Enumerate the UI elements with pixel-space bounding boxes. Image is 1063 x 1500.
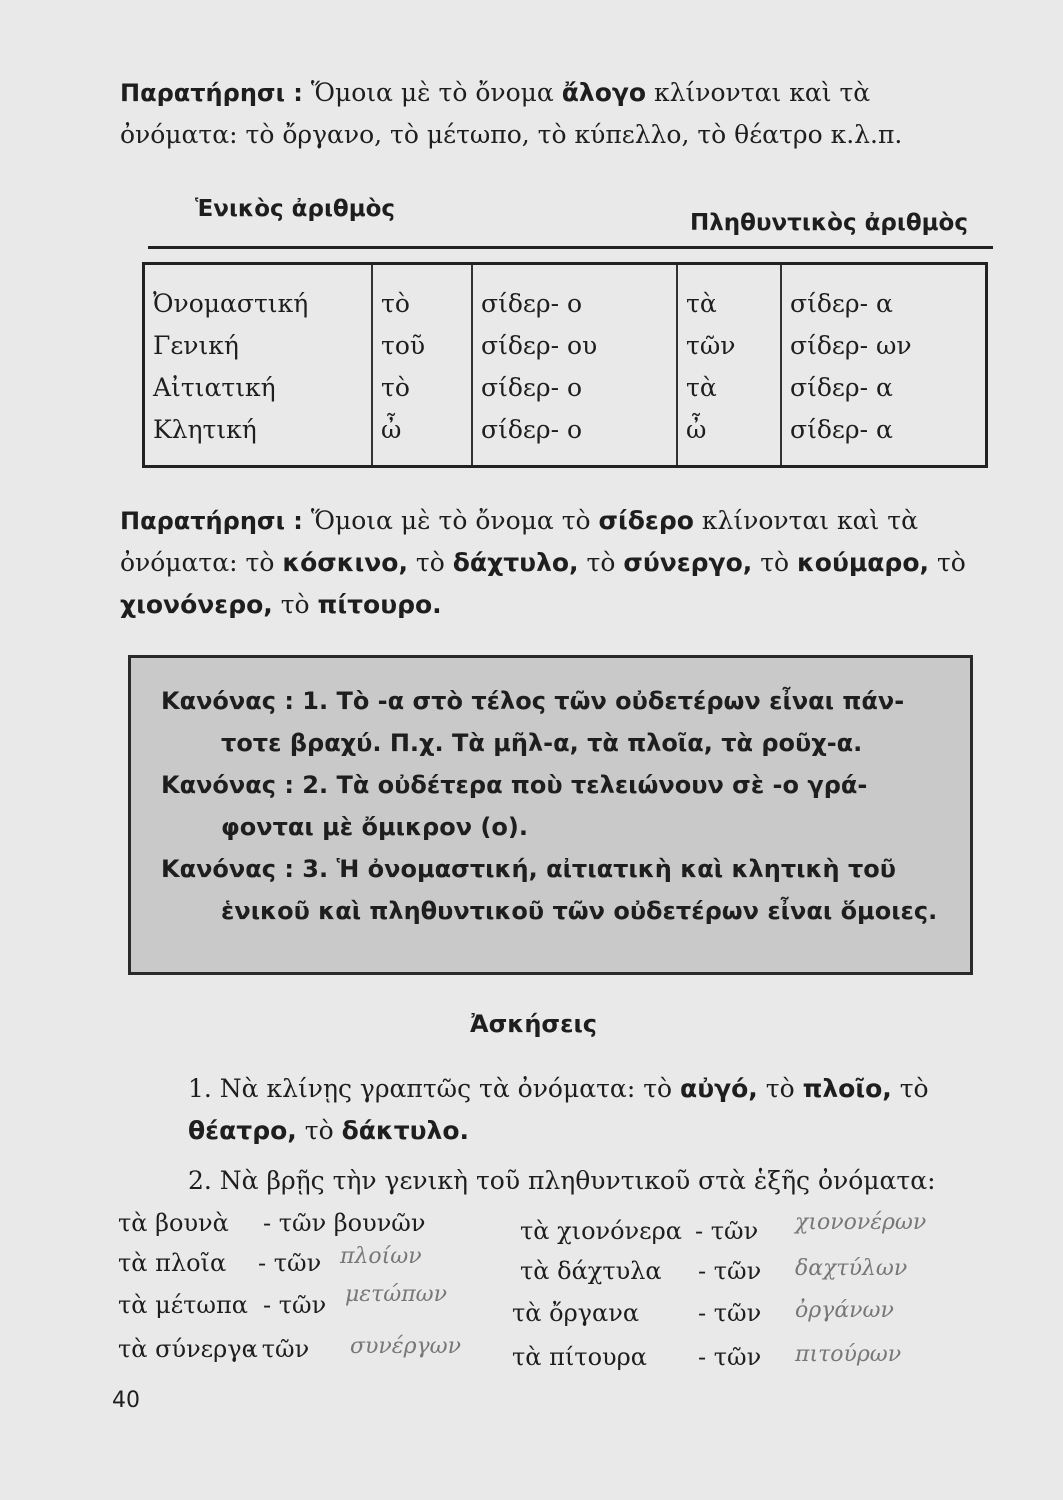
list-item: [520, 1216, 759, 1246]
singular-header: Ἑνικὸς ἀριθμὸς: [195, 196, 396, 222]
list-item: [118, 1248, 322, 1278]
rule-text: ἑνικοῦ καὶ πληθυντικοῦ τῶν οὐδετέρων εἶναι ὅμοιες.: [221, 897, 938, 925]
table-cell: σίδερ- ο: [481, 373, 583, 402]
table-cell: σίδερ- α: [790, 415, 893, 444]
noun-word: τὰ ὄργανα: [512, 1299, 640, 1327]
table-cell: Κλητική: [153, 415, 257, 444]
exercise-text: τὸ: [296, 1116, 342, 1145]
rules-box: [128, 655, 973, 975]
list-item: [520, 1256, 762, 1286]
handwritten-answer: μετώπων: [345, 1282, 447, 1307]
plural-form-column: [782, 265, 985, 465]
table-cell: τοῦ: [381, 331, 426, 360]
table-cell: σίδερ- ων: [790, 331, 912, 360]
noun-word: τὰ πίτουρα: [512, 1343, 647, 1371]
rule-label: Κανόνας : 2.: [161, 771, 329, 799]
rule-text: Τὸ -α στὸ τέλος τῶν οὐδετέρων εἶναι πάν-: [336, 687, 905, 715]
declension-table: [142, 262, 988, 468]
note-text: κλίνονται καὶ τὰ ὀνόματα: τὸ: [120, 506, 919, 577]
exercise-2-intro: 2. Νὰ βρῇς τὴν γενικὴ τοῦ πληθυντικοῦ στὰ ἑξῆς ὀνόματα:: [188, 1166, 936, 1195]
plural-header: Πληθυντικὸς ἀριθμὸς: [690, 210, 968, 236]
exercise-text: 1. Νὰ κλίνῃς γραπτῶς τὰ ὀνόματα: τὸ: [188, 1074, 681, 1103]
note-text: κλίνονται καὶ τὰ ὀνόματα: τὸ ὄργανο, τὸ μέτωπο, τὸ κύπελλο, τὸ θέατρο κ.λ.π.: [120, 78, 903, 149]
noun-word: τὰ πλοῖα: [118, 1249, 227, 1277]
list-item: [118, 1290, 327, 1320]
list-item: [118, 1208, 426, 1238]
plural-article-column: [678, 265, 782, 465]
table-cell: σίδερ- ου: [481, 331, 598, 360]
genitive-prefix: - τῶν: [698, 1343, 762, 1371]
rule-text: Ἡ ὀνομαστική, αἰτιατικὴ καὶ κλητικὴ τοῦ: [336, 855, 896, 883]
table-cell: σίδερ- ο: [481, 289, 583, 318]
table-cell: Γενική: [153, 331, 239, 360]
rule-text: τοτε βραχύ. Π.χ. Τὰ μῆλ-α, τὰ πλοῖα, τὰ ροῦχ-α.: [221, 729, 863, 757]
noun-word: τὰ χιονόνερα: [520, 1217, 682, 1245]
table-cell: σίδερ- ο: [481, 415, 583, 444]
exercise-bold-word: δάκτυλο.: [341, 1116, 470, 1145]
note-text: Ὅμοια μὲ τὸ ὄνομα: [302, 78, 562, 107]
noun-word: τὰ σύνεργα: [118, 1335, 258, 1363]
exercise-text: τὸ: [757, 1074, 803, 1103]
note-text: τὸ: [752, 548, 798, 577]
header-divider: [148, 246, 993, 249]
singular-form-column: [473, 265, 678, 465]
handwritten-answer: ὀργάνων: [795, 1298, 894, 1323]
table-cell: τὰ: [686, 289, 717, 318]
genitive-prefix: - τῶν: [258, 1249, 322, 1277]
note-bold-word: δάχτυλο,: [452, 548, 579, 577]
page-number: 40: [112, 1388, 140, 1413]
exercise-1: [120, 1068, 980, 1152]
genitive-prefix: - τῶν: [698, 1299, 762, 1327]
noun-word: τὰ μέτωπα: [118, 1291, 248, 1319]
rule-label: Κανόνας : 1.: [161, 687, 329, 715]
note-bold-word: κούμαρο,: [797, 548, 929, 577]
note-text: τὸ: [272, 590, 318, 619]
table-cell: Ὀνομαστική: [153, 289, 309, 318]
note-bold-word: ἄλογο: [561, 78, 647, 107]
note-paragraph-1: [120, 72, 990, 156]
noun-word: τὰ δάχτυλα: [520, 1257, 662, 1285]
table-cell: ὦ: [381, 415, 402, 444]
exercise-text: τὸ: [891, 1074, 929, 1103]
note-text: τὸ: [407, 548, 453, 577]
noun-word: τὰ βουνὰ: [118, 1209, 229, 1237]
genitive-answer: - τῶν βουνῶν: [263, 1209, 426, 1237]
table-cell: τὸ: [381, 289, 410, 318]
handwritten-answer: δαχτύλων: [795, 1256, 908, 1281]
exercise-bold-word: πλοῖο,: [802, 1074, 892, 1103]
table-cell: τὰ: [686, 373, 717, 402]
singular-article-column: [373, 265, 473, 465]
rule-1: [161, 680, 952, 764]
table-cell: τῶν: [686, 331, 736, 360]
list-item: [512, 1342, 762, 1372]
note-text: Ὅμοια μὲ τὸ ὄνομα τὸ: [302, 506, 599, 535]
exercise-bold-word: θέατρο,: [188, 1116, 297, 1145]
table-cell: ὦ: [686, 415, 707, 444]
table-cell: σίδερ- α: [790, 289, 893, 318]
note-bold-word: κόσκινο,: [282, 548, 408, 577]
list-item: [512, 1298, 762, 1328]
note-paragraph-2: [120, 500, 980, 626]
note-bold-word: σίδερο: [598, 506, 694, 535]
note-text: τὸ: [929, 548, 966, 577]
genitive-prefix: - τῶν: [695, 1217, 759, 1245]
handwritten-answer: χιονονέρων: [795, 1210, 927, 1235]
note-bold-word: πίτουρο.: [317, 590, 442, 619]
note-text: τὸ: [578, 548, 624, 577]
rule-text: φονται μὲ ὄμικρον (ο).: [221, 813, 528, 841]
exercise-bold-word: αὐγό,: [680, 1074, 758, 1103]
table-cell: σίδερ- α: [790, 373, 893, 402]
rule-2: [161, 764, 952, 848]
exercises-title: Ἀσκήσεις: [470, 1010, 598, 1038]
list-item: [118, 1334, 310, 1364]
note-bold-word: σύνεργο,: [623, 548, 753, 577]
note-lead: Παρατήρησι :: [120, 79, 303, 107]
table-cell: Αἰτιατική: [153, 373, 276, 402]
handwritten-answer: πιτούρων: [795, 1342, 902, 1367]
genitive-prefix: - τῶν: [698, 1257, 762, 1285]
genitive-prefix: - τῶν: [263, 1291, 327, 1319]
note-bold-word: χιονόνερο,: [120, 590, 273, 619]
genitive-prefix: - τῶν: [246, 1335, 310, 1363]
handwritten-answer: συνέργων: [350, 1334, 461, 1359]
rule-label: Κανόνας : 3.: [161, 855, 329, 883]
table-cell: τὸ: [381, 373, 410, 402]
case-column: [145, 265, 373, 465]
rule-text: Τὰ οὐδέτερα ποὺ τελειώνουν σὲ -ο γρά-: [336, 771, 868, 799]
rule-3: [161, 848, 952, 932]
note-lead: Παρατήρησι :: [120, 507, 303, 535]
handwritten-answer: πλοίων: [340, 1244, 422, 1269]
